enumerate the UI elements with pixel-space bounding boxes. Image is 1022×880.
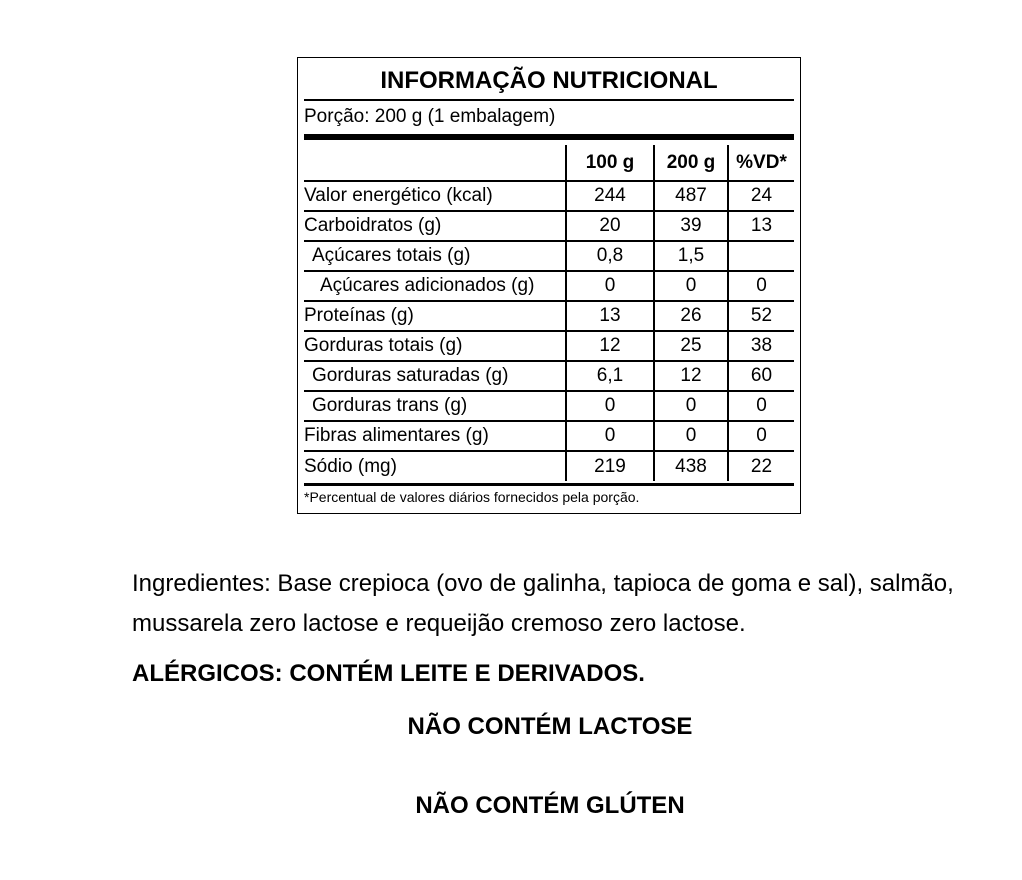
row-label: Proteínas (g): [304, 301, 566, 331]
value-200g: 1,5: [654, 241, 728, 271]
allergens-warning: ALÉRGICOS: CONTÉM LEITE E DERIVADOS.: [132, 660, 645, 687]
value-vd: 24: [728, 181, 794, 211]
table-row: [304, 181, 794, 211]
row-label: Gorduras trans (g): [304, 391, 566, 421]
value-200g: 25: [654, 331, 728, 361]
title-divider: [304, 99, 794, 101]
value-vd: 52: [728, 301, 794, 331]
value-200g: 39: [654, 211, 728, 241]
portion-divider: [304, 134, 794, 140]
table-row: [304, 211, 794, 241]
row-label: Açúcares totais (g): [304, 241, 566, 271]
value-200g: 0: [654, 391, 728, 421]
value-vd: 38: [728, 331, 794, 361]
table-header-row: [304, 145, 794, 181]
value-100g: 244: [566, 181, 654, 211]
value-100g: 20: [566, 211, 654, 241]
row-label: Fibras alimentares (g): [304, 421, 566, 451]
lactose-free-notice: NÃO CONTÉM LACTOSE: [407, 713, 693, 740]
gluten-free-notice: NÃO CONTÉM GLÚTEN: [415, 792, 685, 819]
value-vd: 22: [728, 451, 794, 481]
value-200g: 26: [654, 301, 728, 331]
header-blank: [304, 145, 566, 181]
value-vd: 0: [728, 271, 794, 301]
value-200g: 0: [654, 271, 728, 301]
value-200g: 438: [654, 451, 728, 481]
row-label: Carboidratos (g): [304, 211, 566, 241]
value-100g: 219: [566, 451, 654, 481]
value-vd: 0: [728, 391, 794, 421]
ingredients-text: Ingredientes: Base crepioca (ovo de galinha, tapioca de goma e sal), salmão, mussarela zero lactose e requeijão cremoso zero lactose.: [132, 570, 954, 637]
row-label: Gorduras saturadas (g): [304, 361, 566, 391]
table-row: [304, 271, 794, 301]
header-100g: 100 g: [566, 145, 654, 181]
value-100g: 0: [566, 421, 654, 451]
value-vd: 60: [728, 361, 794, 391]
row-label: Sódio (mg): [304, 455, 397, 477]
table-row: [304, 331, 794, 361]
table-row: [304, 451, 794, 481]
table-row: [304, 301, 794, 331]
portion-size: Porção: 200 g (1 embalagem): [304, 106, 556, 127]
row-label: Açúcares adicionados (g): [304, 271, 566, 301]
table-row: [304, 391, 794, 421]
value-100g: 13: [566, 301, 654, 331]
footnote: *Percentual de valores diários fornecidos pela porção.: [304, 489, 640, 505]
header-vd: %VD*: [728, 145, 794, 181]
nutrition-table: [304, 145, 794, 481]
value-200g: 487: [654, 181, 728, 211]
value-200g: 0: [654, 421, 728, 451]
row-label: Gorduras totais (g): [304, 331, 566, 361]
value-vd: [728, 241, 794, 271]
value-100g: 0,8: [566, 241, 654, 271]
value-100g: 0: [566, 391, 654, 421]
row-label: Valor energético (kcal): [304, 181, 566, 211]
value-vd: 13: [728, 211, 794, 241]
value-100g: 12: [566, 331, 654, 361]
nutrition-facts-panel: [297, 57, 801, 514]
nutrition-title: INFORMAÇÃO NUTRICIONAL: [380, 67, 718, 94]
table-row: [304, 361, 794, 391]
value-200g: 12: [654, 361, 728, 391]
footnote-divider: [304, 483, 794, 486]
value-100g: 0: [566, 271, 654, 301]
value-vd: 0: [728, 421, 794, 451]
header-200g: 200 g: [654, 145, 728, 181]
value-100g: 6,1: [566, 361, 654, 391]
table-row: [304, 421, 794, 451]
table-row: [304, 241, 794, 271]
